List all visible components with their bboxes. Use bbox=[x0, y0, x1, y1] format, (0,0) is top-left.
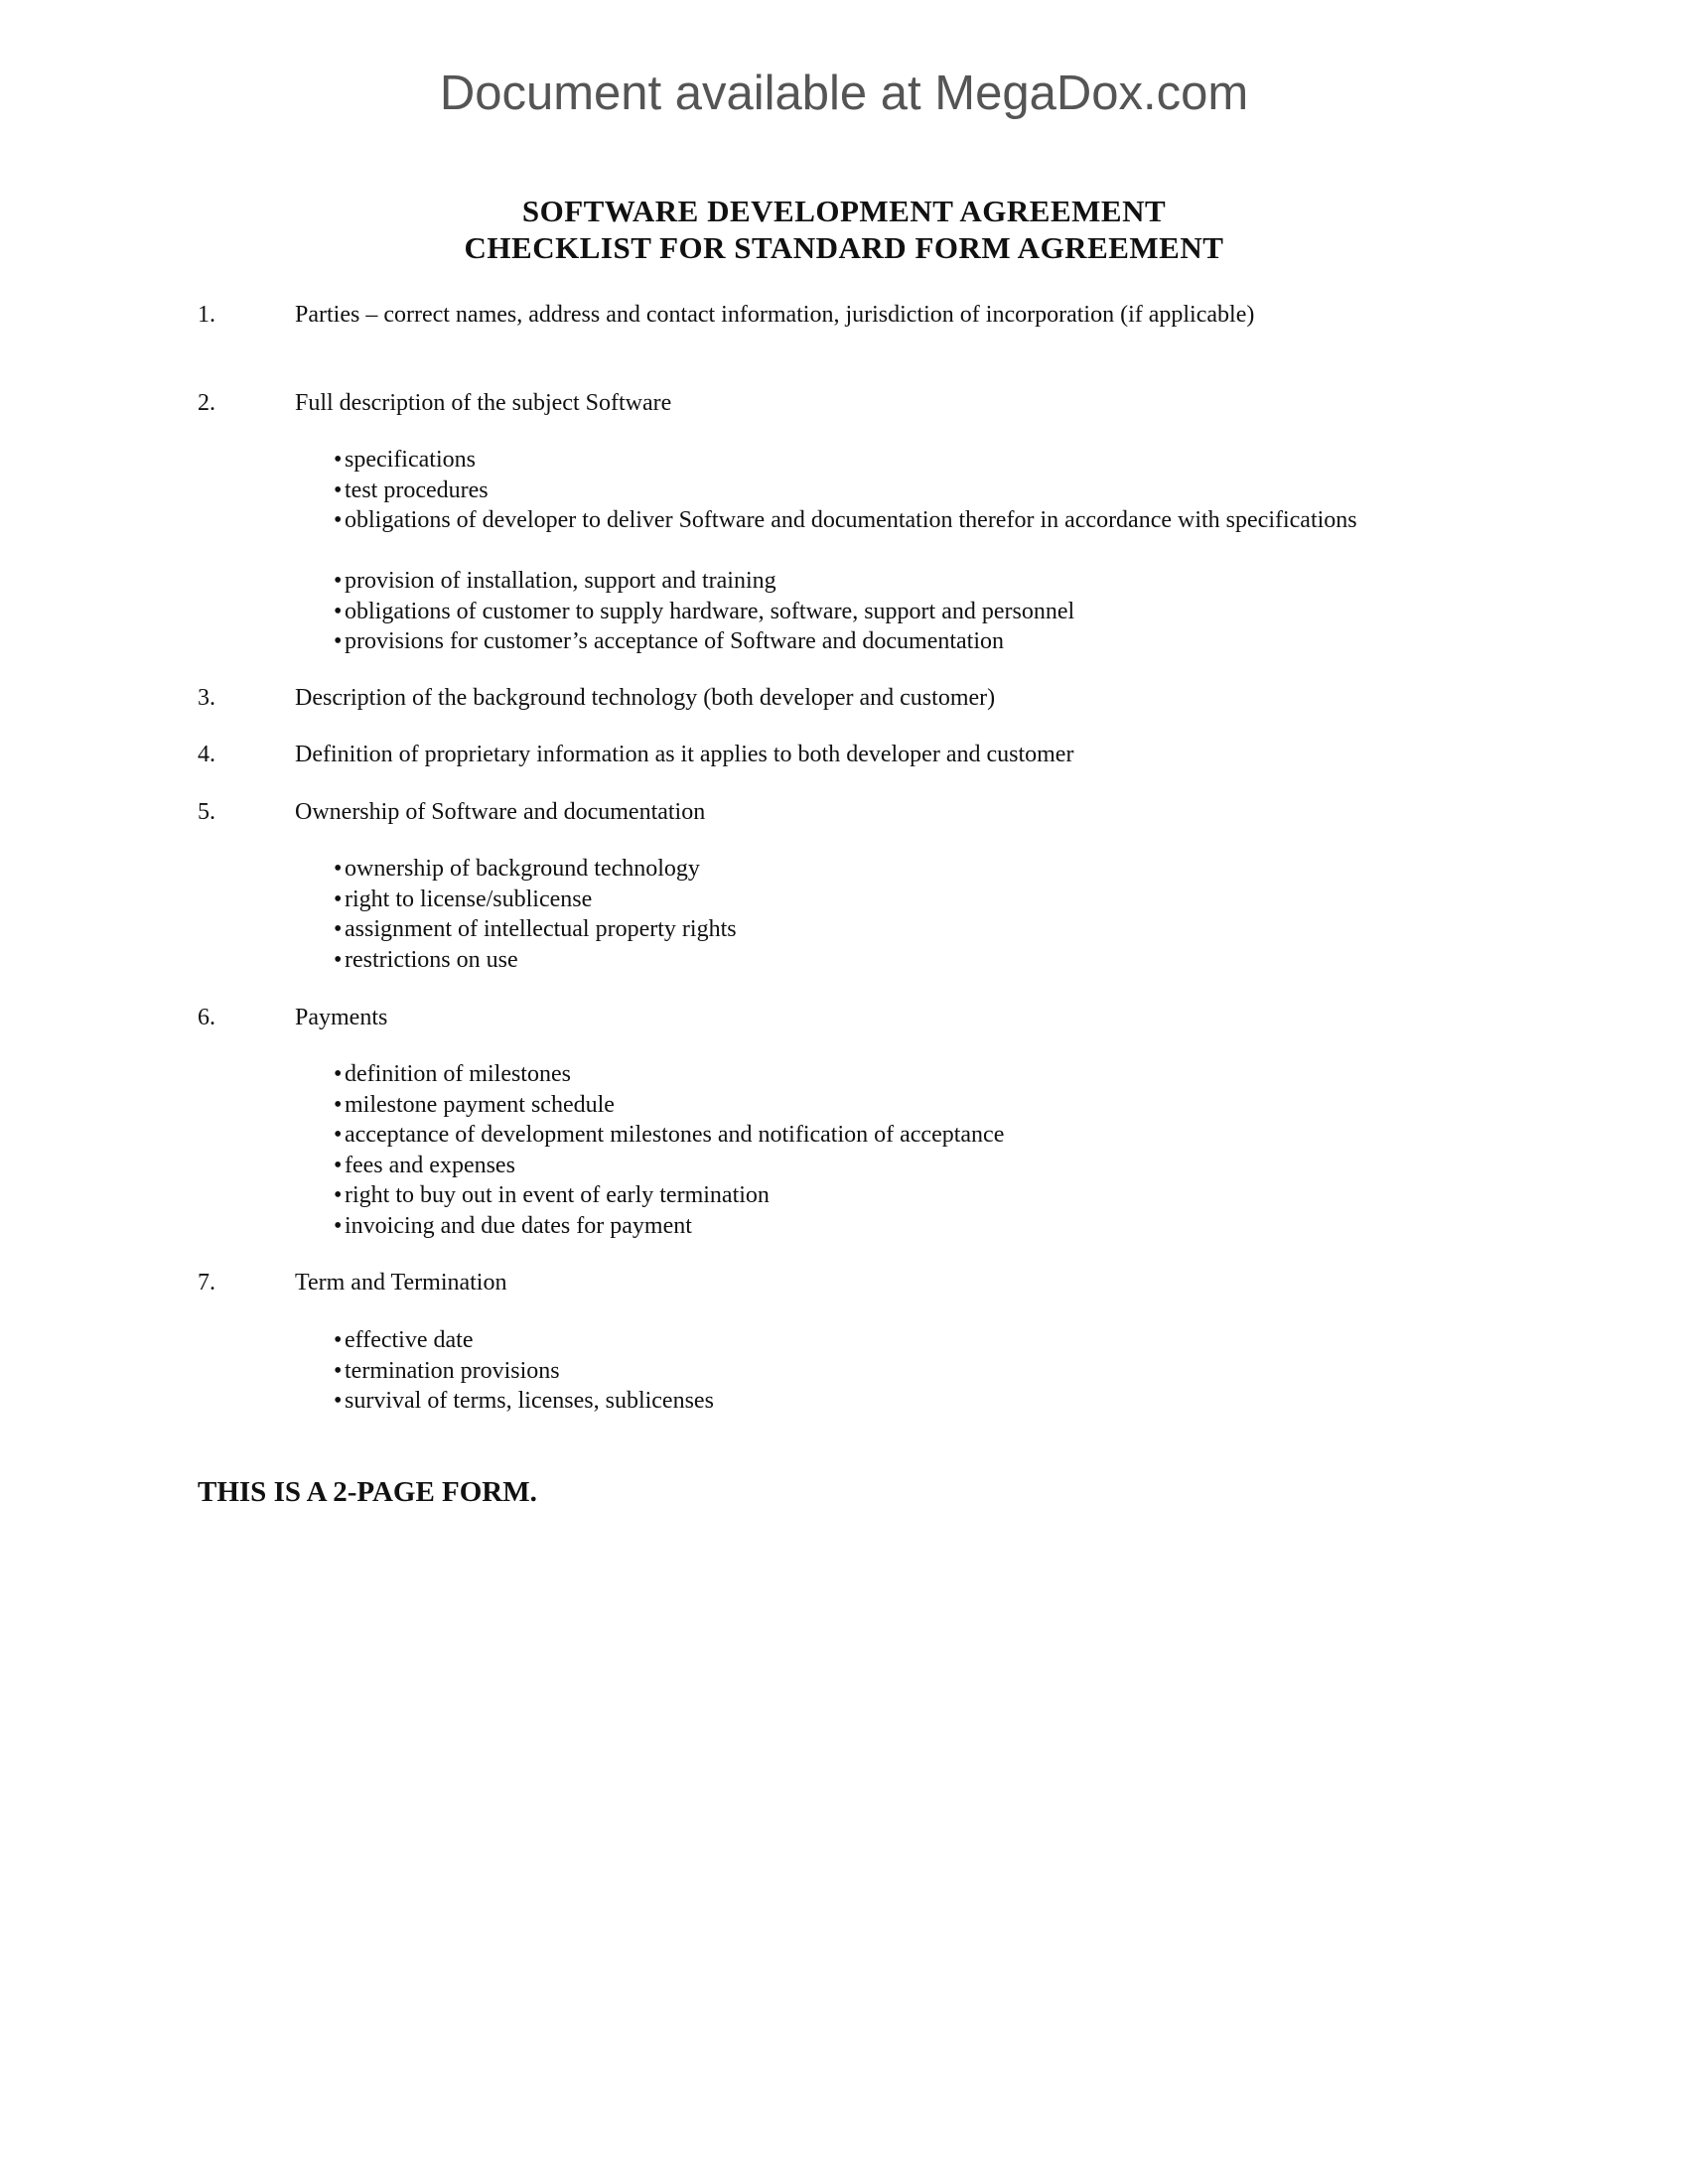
bullet-icon: • bbox=[334, 568, 343, 594]
bullet-text: restrictions on use bbox=[345, 946, 518, 973]
bullet-text: provision of installation, support and training bbox=[345, 568, 776, 594]
item-text: Ownership of Software and documentation bbox=[295, 799, 706, 825]
bullet-text: right to buy out in event of early termination bbox=[345, 1182, 770, 1208]
bullet-text: specifications bbox=[345, 447, 476, 473]
bullet-text: milestone payment schedule bbox=[345, 1091, 615, 1118]
bullet-text: test procedures bbox=[345, 477, 489, 503]
item-number: 6. bbox=[198, 1005, 215, 1030]
item-number: 4. bbox=[198, 742, 215, 767]
item-number: 2. bbox=[198, 390, 215, 416]
bullet-icon: • bbox=[334, 628, 343, 654]
bullet-text: survival of terms, licenses, sublicenses bbox=[345, 1388, 714, 1414]
bullet-icon: • bbox=[334, 1212, 343, 1239]
bullet-icon: • bbox=[334, 1122, 343, 1148]
bullet-text: fees and expenses bbox=[345, 1152, 515, 1178]
item-text: Parties – correct names, address and contact information, jurisdiction of incorporation (if applicable) bbox=[295, 302, 1255, 328]
bullet-icon: • bbox=[334, 946, 343, 973]
bullet-text: ownership of background technology bbox=[345, 856, 700, 882]
bullet-icon: • bbox=[334, 1152, 343, 1178]
bullet-icon: • bbox=[334, 856, 343, 882]
bullet-icon: • bbox=[334, 477, 343, 503]
item-number: 7. bbox=[198, 1270, 215, 1296]
bullet-text: obligations of developer to deliver Software and documentation therefor in accordance with specifications bbox=[345, 507, 1357, 533]
item-text: Description of the background technology (both developer and customer) bbox=[295, 685, 996, 711]
bullet-text: assignment of intellectual property rights bbox=[345, 916, 737, 942]
megadox-banner: Document available at MegaDox.com bbox=[439, 67, 1249, 120]
bullet-icon: • bbox=[334, 1091, 343, 1118]
bullet-icon: • bbox=[334, 1061, 343, 1087]
document-title: SOFTWARE DEVELOPMENT AGREEMENT bbox=[521, 194, 1167, 228]
bullet-icon: • bbox=[334, 1327, 343, 1353]
item-number: 1. bbox=[198, 302, 215, 328]
bullet-text: right to license/sublicense bbox=[345, 886, 593, 912]
page-count-notice: THIS IS A 2-PAGE FORM. bbox=[198, 1476, 537, 1508]
bullet-text: provisions for customer’s acceptance of Software and documentation bbox=[345, 628, 1005, 654]
item-text: Definition of proprietary information as it applies to both developer and customer bbox=[295, 742, 1074, 767]
bullet-text: termination provisions bbox=[345, 1357, 560, 1384]
item-number: 3. bbox=[198, 685, 215, 711]
bullet-text: acceptance of development milestones and notification of acceptance bbox=[345, 1122, 1005, 1148]
bullet-text: effective date bbox=[345, 1327, 474, 1353]
item-number: 5. bbox=[198, 799, 215, 825]
bullet-icon: • bbox=[334, 1388, 343, 1414]
bullet-text: definition of milestones bbox=[345, 1061, 571, 1087]
bullet-icon: • bbox=[334, 1182, 343, 1208]
document-subtitle: CHECKLIST FOR STANDARD FORM AGREEMENT bbox=[464, 230, 1224, 265]
bullet-icon: • bbox=[334, 598, 343, 624]
item-text: Term and Termination bbox=[295, 1270, 507, 1296]
item-text: Full description of the subject Software bbox=[295, 390, 672, 416]
bullet-icon: • bbox=[334, 916, 343, 942]
item-text: Payments bbox=[295, 1005, 388, 1030]
bullet-icon: • bbox=[334, 447, 343, 473]
bullet-icon: • bbox=[334, 507, 343, 533]
bullet-text: obligations of customer to supply hardware, software, support and personnel bbox=[345, 598, 1075, 624]
bullet-icon: • bbox=[334, 1357, 343, 1384]
bullet-text: invoicing and due dates for payment bbox=[345, 1212, 692, 1239]
bullet-icon: • bbox=[334, 886, 343, 912]
